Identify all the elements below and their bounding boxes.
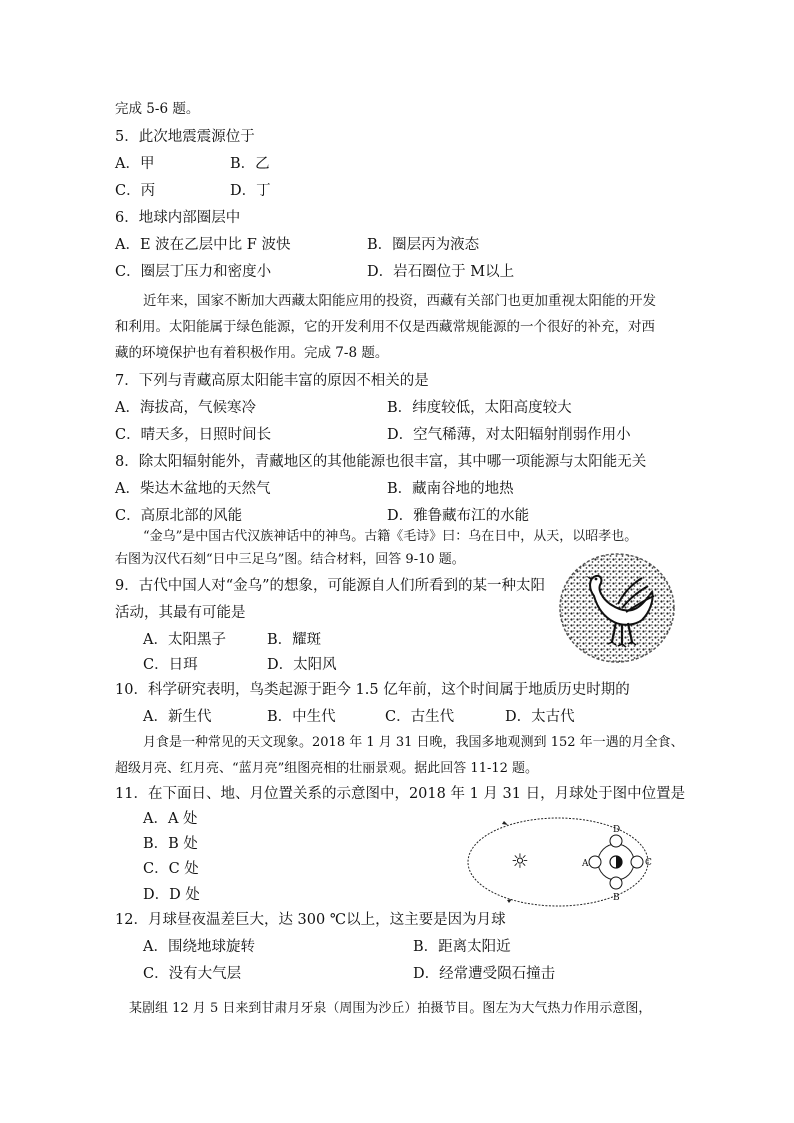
option-12a: A．围绕地球旋转 (143, 939, 255, 955)
question-6: 6．地球内部圈层中 (115, 210, 241, 226)
option-6c: C．圈层丁压力和密度小 (115, 264, 272, 280)
intro-text: 完成 5-6 题。 (115, 101, 200, 117)
question-9-line1: 9．古代中国人对“金乌”的想象，可能源自人们所看到的某一种太阳 (115, 578, 546, 594)
moon-position-d (610, 835, 622, 847)
option-8c: C．高原北部的风能 (115, 508, 243, 524)
passage-9-10-line1: “金乌”是中国古代汉族神话中的神鸟。古籍《毛诗》曰：乌在日中，从天，以昭孝也。 (143, 529, 638, 544)
label-c: C (645, 858, 652, 868)
option-9d: D．太阳风 (267, 657, 337, 673)
passage-11-12-line2: 超级月亮、红月亮、“蓝月亮”组图亮相的壮丽景观。据此回答 11-12 题。 (115, 761, 539, 776)
passage-9-10-line2: 右图为汉代石刻“日中三足乌”图。结合材料，回答 9-10 题。 (115, 552, 465, 567)
option-5d: D．丁 (230, 183, 271, 199)
label-b: B (613, 893, 620, 903)
passage-7-8-line3: 藏的环境保护也有着积极作用。完成 7-8 题。 (115, 345, 389, 361)
passage-last-line: 某剧组 12 月 5 日来到甘肃月牙泉（周围为沙丘）拍摄节目。图左为大气热力作用示意图， (129, 1001, 652, 1016)
option-12d: D．经常遭受陨石撞击 (413, 966, 556, 982)
moon-position-a (589, 856, 601, 868)
label-a: A (582, 859, 589, 869)
moon-position-c (631, 856, 643, 868)
option-10b: B．中生代 (267, 709, 336, 725)
option-7c: C．晴天多，日照时间长 (115, 427, 272, 443)
option-6b: B．圈层丙为液态 (367, 237, 480, 253)
passage-11-12-line1: 月食是一种常见的天文现象。2018 年 1 月 31 日晚，我国多地观测到 152 年一遇的月全食、 (143, 735, 684, 750)
question-11: 11．在下面日、地、月位置关系的示意图中，2018 年 1 月 31 日，月球处于图中位置是 (115, 786, 686, 802)
option-7a: A．海拔高，气候寒冷 (115, 400, 256, 416)
passage-7-8-line2: 和利用。太阳能属于绿色能源，它的开发利用不仅是西藏常规能源的一个很好的补充，对西 (115, 319, 655, 335)
option-8d: D．雅鲁藏布江的水能 (387, 508, 530, 524)
sun-icon: ☼ (511, 849, 529, 873)
option-6d: D．岩石圈位于 M以上 (367, 264, 515, 280)
option-5a: A．甲 (115, 156, 155, 172)
option-5b: B．乙 (230, 156, 270, 172)
option-10a: A．新生代 (143, 709, 212, 725)
moon-position-b (610, 877, 622, 889)
question-12: 12．月球昼夜温差巨大，达 300 ℃以上，这主要是因为月球 (115, 912, 506, 928)
question-9-line2: 活动，其最有可能是 (115, 605, 246, 621)
option-11c: C．C 处 (143, 861, 199, 877)
option-8b: B．藏南谷地的地热 (387, 481, 514, 497)
question-8: 8．除太阳辐射能外，青藏地区的其他能源也很丰富，其中哪一项能源与太阳能无关 (115, 454, 647, 470)
option-9a: A．太阳黑子 (143, 632, 226, 648)
question-7: 7．下列与青藏高原太阳能丰富的原因不相关的是 (115, 373, 429, 389)
option-8a: A．柴达木盆地的天然气 (115, 481, 271, 497)
label-d: D (613, 825, 621, 835)
question-5: 5．此次地震震源位于 (115, 129, 255, 145)
option-10d: D．太古代 (505, 709, 575, 725)
option-11d: D．D 处 (143, 887, 200, 903)
option-11a: A．A 处 (143, 811, 198, 827)
option-7d: D．空气稀薄，对太阳辐射削弱作用小 (387, 427, 631, 443)
question-10: 10．科学研究表明，鸟类起源于距今 1.5 亿年前，这个时间属于地质历史时期的 (115, 682, 630, 698)
passage-7-8-line1: 近年来，国家不断加大西藏太阳能应用的投资，西藏有关部门也更加重视太阳能的开发 (143, 293, 656, 309)
option-12c: C．没有大气层 (143, 966, 242, 982)
option-9c: C．日珥 (143, 657, 198, 673)
option-7b: B．纬度较低，太阳高度较大 (387, 400, 572, 416)
option-11b: B．B 处 (143, 836, 198, 852)
option-9b: B．耀斑 (267, 632, 322, 648)
option-12b: B．距离太阳近 (413, 939, 511, 955)
option-5c: C．丙 (115, 183, 156, 199)
golden-crow-stone-carving-image (558, 552, 676, 664)
option-10c: C．古生代 (385, 709, 455, 725)
option-6a: A．E 波在乙层中比 F 波快 (115, 237, 291, 253)
sun-earth-moon-diagram (462, 812, 674, 912)
